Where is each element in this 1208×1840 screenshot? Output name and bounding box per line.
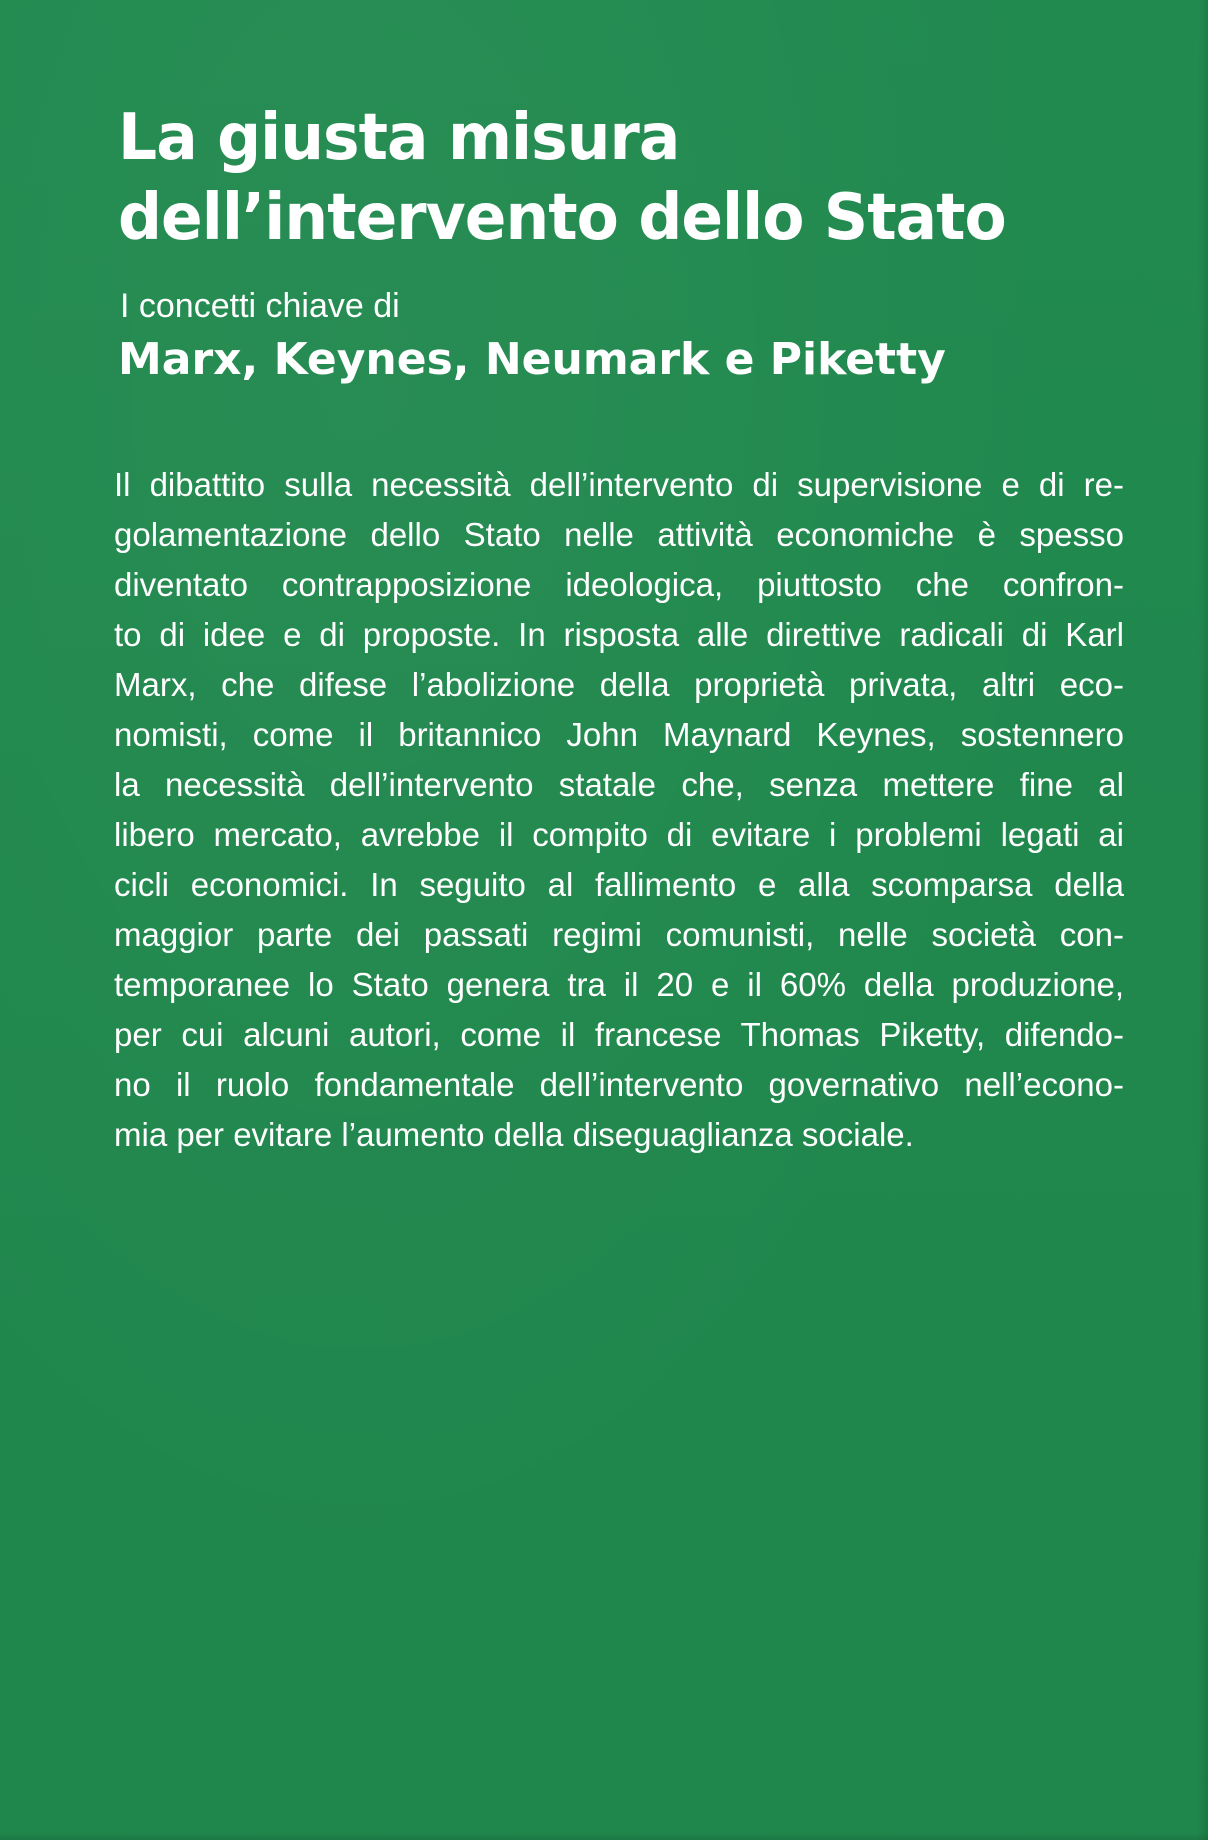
- cover-blurb: [114, 460, 1124, 1160]
- blurb-line: no il ruolo fondamentale dell’intervento governativo nell’econo-: [114, 1066, 1124, 1103]
- cover-edge-shadow-right: [1198, 0, 1208, 1840]
- blurb-line: Marx, che difese l’abolizione della proprietà privata, altri eco-: [114, 666, 1124, 703]
- blurb-line: per cui alcuni autori, come il francese Thomas Piketty, difendo-: [114, 1016, 1124, 1053]
- cover-subtitle-names: Marx, Keynes, Neumark e Piketty: [118, 334, 946, 385]
- cover-edge-shadow-bottom: [0, 1832, 1208, 1840]
- cover-subtitle-intro: I concetti chiave di: [120, 287, 400, 325]
- blurb-line: maggior parte dei passati regimi comunisti, nelle società con-: [114, 916, 1124, 953]
- blurb-line: Il dibattito sulla necessità dell’intervento di supervisione e di re-: [114, 466, 1124, 503]
- blurb-line: to di idee e di proposte. In risposta alle direttive radicali di Karl: [114, 616, 1124, 653]
- cover-title: [118, 98, 1006, 258]
- blurb-line: golamentazione dello Stato nelle attività economiche è spesso: [114, 516, 1124, 553]
- blurb-line: mia per evitare l’aumento della diseguaglianza sociale.: [114, 1116, 914, 1153]
- blurb-line: temporanee lo Stato genera tra il 20 e il 60% della produzione,: [114, 966, 1124, 1003]
- cover-title-line-1: La giusta misura: [118, 101, 680, 175]
- blurb-line: nomisti, come il britannico John Maynard Keynes, sostennero: [114, 716, 1124, 753]
- blurb-line: la necessità dell’intervento statale che, senza mettere fine al: [114, 766, 1124, 803]
- cover-title-line-2: dell’intervento dello Stato: [118, 181, 1006, 255]
- blurb-line: cicli economici. In seguito al fallimento e alla scomparsa della: [114, 866, 1124, 903]
- blurb-line: libero mercato, avrebbe il compito di evitare i problemi legati ai: [114, 816, 1124, 853]
- blurb-line: diventato contrapposizione ideologica, piuttosto che confron-: [114, 566, 1124, 603]
